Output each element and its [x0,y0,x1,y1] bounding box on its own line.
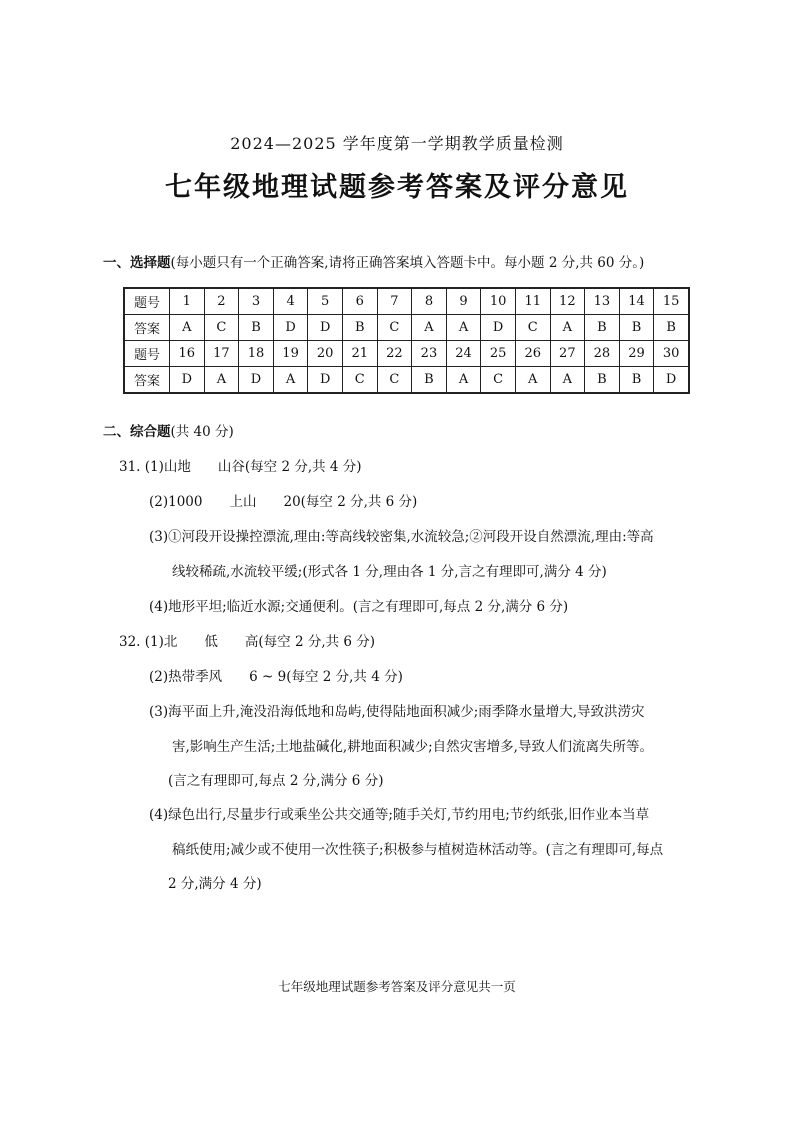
table-cell: D [170,367,205,394]
table-cell: D [273,315,308,341]
table-cell: C [377,315,412,341]
page-title: 七年级地理试题参考答案及评分意见 [165,172,629,203]
table-cell: C [377,367,412,394]
answer-line: 31. (1)山地 山谷(每空 2 分,共 4 分) [119,459,362,475]
table-cell: 13 [585,288,620,315]
answer-table [123,287,690,394]
table-cell: B [342,315,377,341]
section-2-desc: (共 40 分) [170,424,234,440]
table-cell: 4 [273,288,308,315]
table-cell: B [619,315,654,341]
table-cell: C [204,315,239,341]
table-cell: 25 [481,341,516,367]
table-row-num-1 [124,288,689,315]
table-cell: A [273,367,308,394]
table-cell: 9 [446,288,481,315]
table-cell: C [342,367,377,394]
table-cell: D [308,315,343,341]
table-cell: 7 [377,288,412,315]
table-cell: D [481,315,516,341]
table-cell: 2 [204,288,239,315]
row-label: 题号 [124,288,170,315]
answer-line: 2 分,满分 4 分) [168,876,262,892]
table-cell: 22 [377,341,412,367]
page-footer: 七年级地理试题参考答案及评分意见共一页 [278,979,516,994]
exam-subtitle: 2024—2025 学年度第一学期教学质量检测 [230,134,564,153]
table-cell: 10 [481,288,516,315]
table-cell: 6 [342,288,377,315]
table-cell: B [619,367,654,394]
answer-line: (3)①河段开设操控漂流,理由:等高线较密集,水流较急;②河段开设自然漂流,理由:等高 [149,529,654,545]
table-cell: A [204,367,239,394]
table-cell: B [654,315,689,341]
table-cell: A [550,315,585,341]
table-cell: 28 [585,341,620,367]
table-cell: B [412,367,447,394]
section-1-heading [103,251,644,271]
answer-line: 线较稀疏,水流较平缓;(形式各 1 分,理由各 1 分,言之有理即可,满分 4 分) [172,564,607,580]
table-cell: C [515,315,550,341]
table-row-num-2 [124,341,689,367]
table-cell: 19 [273,341,308,367]
table-row-ans-1 [124,315,689,341]
table-cell: B [585,367,620,394]
table-cell: 29 [619,341,654,367]
table-cell: A [446,315,481,341]
table-cell: A [170,315,205,341]
table-cell: D [654,367,689,394]
answer-line: (2)1000 上山 20(每空 2 分,共 6 分) [149,494,418,510]
table-cell: 16 [170,341,205,367]
table-cell: A [412,315,447,341]
table-cell: A [550,367,585,394]
section-1-title: 一、选择题 [103,255,171,271]
section-1-desc: (每小题只有一个正确答案,请将正确答案填入答题卡中。每小题 2 分,共 60 分。) [170,255,645,271]
answer-line: (4)绿色出行,尽量步行或乘坐公共交通等;随手关灯,节约用电;节约纸张,旧作业本当草 [149,807,650,823]
table-cell: 1 [170,288,205,315]
row-label: 答案 [124,315,170,341]
table-cell: 11 [515,288,550,315]
section-2-heading [103,420,234,440]
section-2-title: 二、综合题 [103,424,171,440]
answer-line: 害,影响生产生活;土地盐碱化,耕地面积减少;自然灾害增多,导致人们流离失所等。 [172,739,653,755]
table-cell: A [446,367,481,394]
table-cell: B [239,315,274,341]
table-cell: 30 [654,341,689,367]
answer-line: (2)热带季风 6 ~ 9(每空 2 分,共 4 分) [149,669,403,685]
answer-line: 稿纸使用;减少或不使用一次性筷子;积极参与植树造林活动等。(言之有理即可,每点 [172,842,664,858]
table-cell: 15 [654,288,689,315]
table-cell: 17 [204,341,239,367]
table-cell: A [515,367,550,394]
table-cell: 26 [515,341,550,367]
answer-line: 32. (1)北 低 高(每空 2 分,共 6 分) [119,634,376,650]
table-cell: 23 [412,341,447,367]
answer-line: (言之有理即可,每点 2 分,满分 6 分) [168,773,384,789]
answer-line: (3)海平面上升,淹没沿海低地和岛屿,使得陆地面积减少;雨季降水量增大,导致洪涝灾 [149,704,645,720]
row-label: 题号 [124,341,170,367]
answer-line: (4)地形平坦;临近水源;交通便利。(言之有理即可,每点 2 分,满分 6 分) [149,599,569,615]
table-cell: B [585,315,620,341]
row-label: 答案 [124,367,170,394]
table-cell: 24 [446,341,481,367]
table-cell: C [481,367,516,394]
table-cell: 20 [308,341,343,367]
table-cell: 18 [239,341,274,367]
table-cell: 14 [619,288,654,315]
table-cell: 27 [550,341,585,367]
table-cell: 21 [342,341,377,367]
table-row-ans-2 [124,367,689,394]
table-cell: D [308,367,343,394]
table-cell: 5 [308,288,343,315]
table-cell: 8 [412,288,447,315]
table-cell: 3 [239,288,274,315]
table-cell: D [239,367,274,394]
table-cell: 12 [550,288,585,315]
